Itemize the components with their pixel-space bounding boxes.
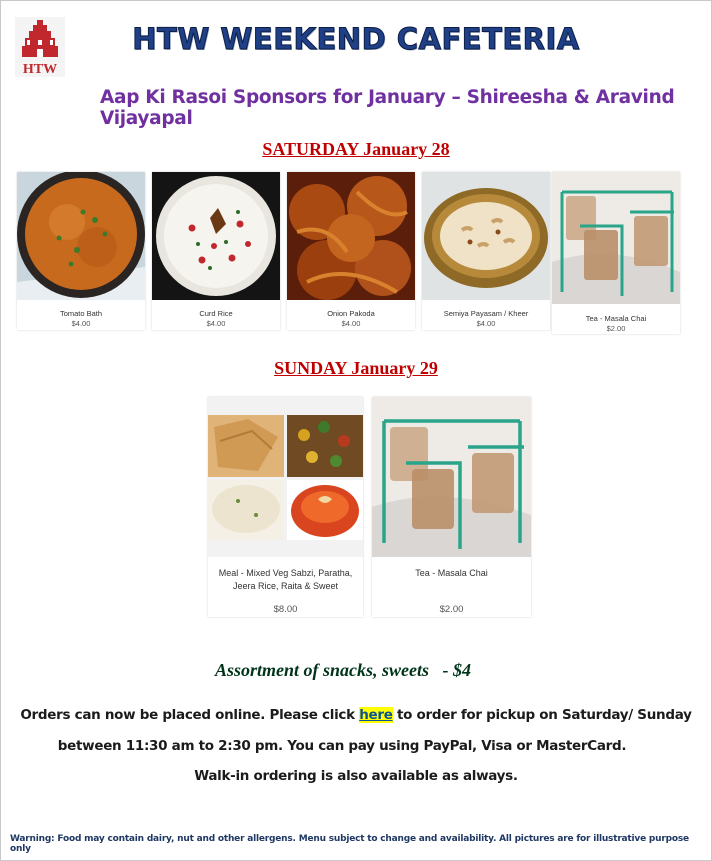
curd-rice-image [152,172,280,300]
menu-card-masala-chai[interactable] [552,172,680,334]
menu-item-name: Meal - Mixed Veg Sabzi, Paratha, Jeera Rice, Raita & Sweet [218,568,353,591]
menu-card-masala-chai-sunday[interactable] [372,397,531,617]
menu-item-name: Tea - Masala Chai [585,314,647,323]
menu-item-name: Tomato Bath [59,309,103,318]
order-info-line-3: Walk-in ordering is also available as always. [194,768,518,784]
snacks-line: Assortment of snacks, sweets - $4 [214,660,472,680]
order-info-text: Orders can now be placed online. Please click [20,707,360,723]
tomato-bath-image [17,172,145,300]
logo-text: HTW [22,62,58,77]
order-info-line-2: between 11:30 am to 2:30 pm. You can pay using PayPal, Visa or MasterCard. [57,738,627,754]
menu-item-price: $2.00 [606,324,626,333]
semiya-payasam-image [422,172,550,300]
order-info-text: to order for pickup on Saturday/ Sunday [392,707,692,723]
menu-item-price: $4.00 [206,319,226,328]
menu-item-price: $4.00 [71,319,91,328]
menu-item-name: Onion Pakoda [327,309,375,318]
order-here-link[interactable]: here [359,707,393,723]
allergen-warning: Warning: Food may contain dairy, nut and other allergens. Menu subject to change and availability. All pictures are for illustrative purpose only [10,834,689,854]
menu-item-price: $4.00 [476,319,496,328]
onion-pakoda-image [287,172,415,300]
masala-chai-image [372,397,531,557]
menu-item-name: Tea - Masala Chai [415,568,488,578]
order-info-line-1 [0,707,712,723]
meal-platter-image [208,397,363,557]
menu-item-price: $8.00 [273,604,298,615]
sponsors-line: Aap Ki Rasoi Sponsors for January – Shireesha & Aravind Vijayapal [100,87,675,129]
menu-item-price: $4.00 [341,319,361,328]
masala-chai-image [552,172,680,304]
menu-item-name: Semiya Payasam / Kheer [443,309,529,318]
menu-item-name: Curd Rice [199,309,233,318]
menu-card-meal[interactable] [208,397,363,617]
sunday-heading: SUNDAY January 29 [274,358,438,378]
page-title: HTW WEEKEND CAFETERIA [132,22,580,56]
menu-item-price: $2.00 [439,604,464,615]
menu-card-semiya-payasam[interactable] [422,172,550,330]
menu-card-curd-rice[interactable] [152,172,280,330]
saturday-heading: SATURDAY January 28 [262,139,450,159]
menu-card-onion-pakoda[interactable] [287,172,415,330]
menu-card-tomato-bath[interactable] [17,172,145,330]
